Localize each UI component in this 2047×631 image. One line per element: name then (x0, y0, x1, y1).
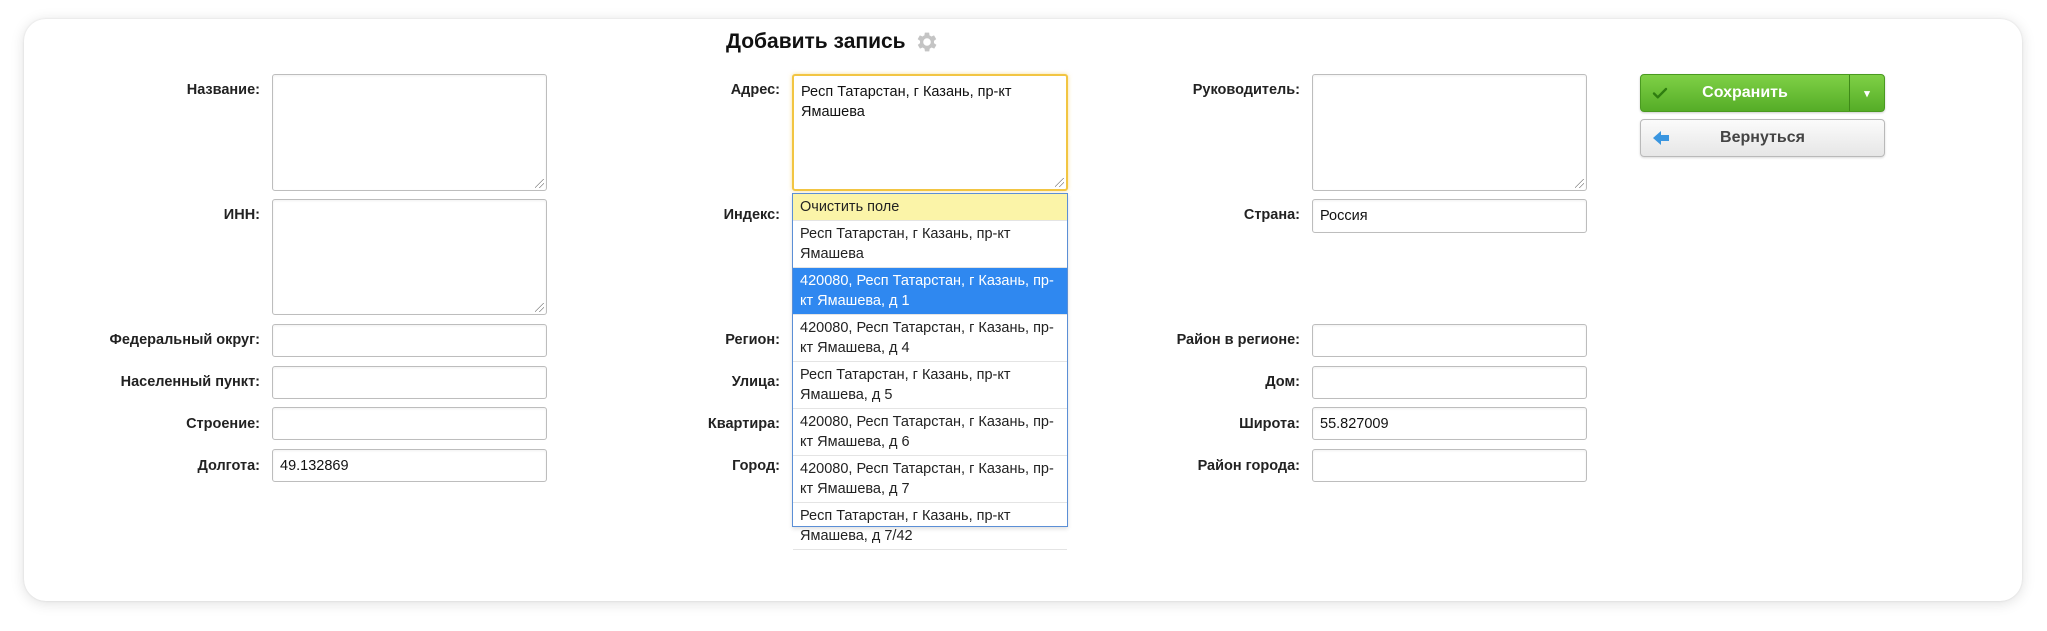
gear-icon[interactable] (914, 29, 940, 55)
name-label: Название: (186, 82, 260, 98)
suggestion-item[interactable]: Респ Татарстан, г Казань, пр-кт Ямашева, д 7/42 (793, 503, 1067, 550)
settlement-field[interactable] (272, 366, 547, 399)
suggestion-item[interactable]: Респ Татарстан, г Казань, пр-кт Ямашева (793, 221, 1067, 268)
inn-field[interactable] (272, 199, 547, 315)
building-field[interactable] (272, 407, 547, 440)
street-label: Улица: (731, 374, 780, 390)
suggestion-item[interactable]: 420080, Респ Татарстан, г Казань, пр-кт Ямашева, д 6 (793, 409, 1067, 456)
address-field[interactable]: Респ Татарстан, г Казань, пр-кт Ямашева (792, 74, 1068, 191)
longitude-field[interactable]: 49.132869 (272, 449, 547, 482)
settlement-label: Населенный пункт: (120, 374, 260, 390)
federal-district-field[interactable] (272, 324, 547, 357)
save-options-toggle[interactable] (1849, 75, 1884, 111)
caret-down-icon: ▾ (1864, 87, 1870, 100)
country-label: Страна: (1243, 207, 1300, 223)
index-label: Индекс: (723, 207, 780, 223)
address-suggestions-dropdown[interactable] (792, 193, 1068, 544)
latitude-label: Широта: (1239, 416, 1300, 432)
building-label: Строение: (186, 416, 260, 432)
house-field[interactable] (1312, 366, 1587, 399)
page-title-bar (726, 28, 940, 56)
suggestion-item[interactable]: 420080, Респ Татарстан, г Казань, пр-кт Ямашева, д 7 (793, 456, 1067, 503)
page-title: Добавить запись (726, 30, 906, 53)
federal-district-label: Федеральный округ: (109, 332, 260, 348)
name-field[interactable] (272, 74, 547, 191)
latitude-field[interactable]: 55.827009 (1312, 407, 1587, 440)
check-icon (1651, 84, 1669, 102)
city-label: Город: (732, 458, 780, 474)
suggestion-item[interactable]: 420080, Респ Татарстан, г Казань, пр-кт Ямашева, д 4 (793, 315, 1067, 362)
suggestion-item[interactable]: Респ Татарстан, г Казань, пр-кт Ямашева, д 5 (793, 362, 1067, 409)
region-district-label: Район в регионе: (1176, 332, 1300, 348)
manager-label: Руководитель: (1192, 82, 1300, 98)
address-label: Адрес: (730, 82, 780, 98)
arrow-left-icon (1651, 129, 1671, 147)
inn-label: ИНН: (223, 207, 260, 223)
apartment-label: Квартира: (707, 416, 780, 432)
back-button[interactable] (1640, 119, 1885, 157)
city-district-field[interactable] (1312, 449, 1587, 482)
save-button-group (1640, 74, 1885, 112)
manager-field[interactable] (1312, 74, 1587, 191)
region-label: Регион: (725, 332, 780, 348)
city-district-label: Район города: (1197, 458, 1300, 474)
clear-field-option[interactable]: Очистить поле (793, 194, 1067, 221)
save-button-label: Сохранить (1702, 84, 1788, 101)
house-label: Дом: (1265, 374, 1300, 390)
region-district-field[interactable] (1312, 324, 1587, 357)
suggestion-item-selected[interactable]: 420080, Респ Татарстан, г Казань, пр-кт Ямашева, д 1 (793, 268, 1067, 315)
save-button[interactable] (1641, 75, 1849, 111)
back-button-label: Вернуться (1720, 129, 1805, 146)
longitude-label: Долгота: (197, 458, 260, 474)
country-field[interactable]: Россия (1312, 199, 1587, 233)
